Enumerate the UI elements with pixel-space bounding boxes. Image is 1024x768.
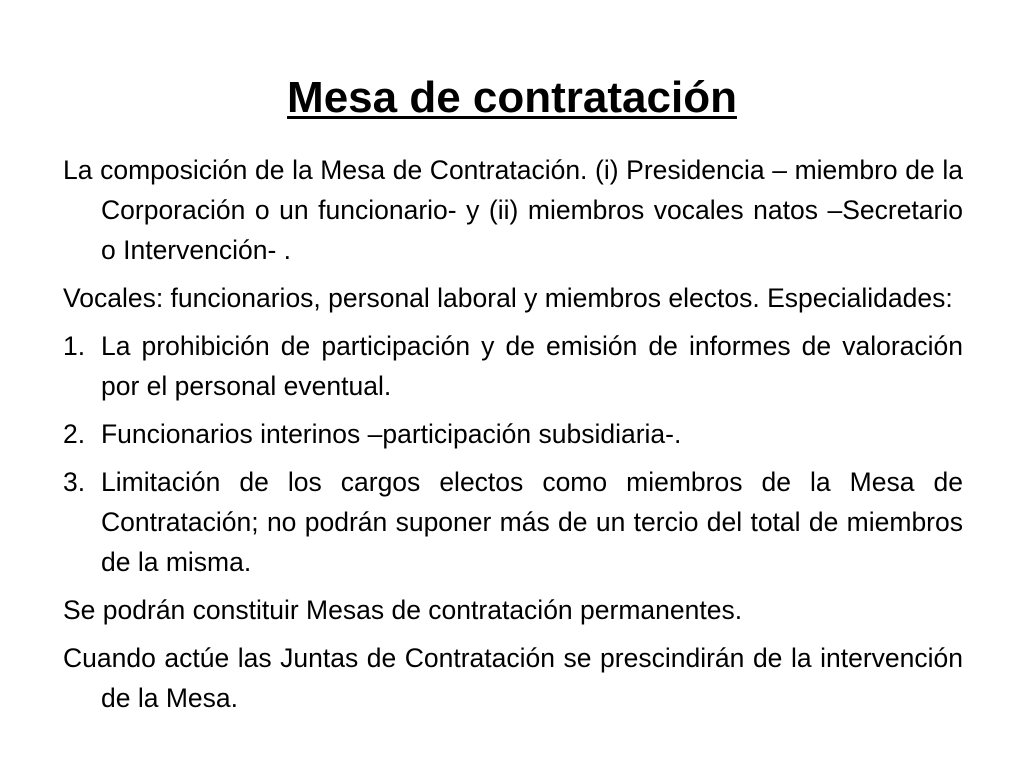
list-item-number: 1.	[63, 331, 86, 361]
list-item-text: La prohibición de participación y de emisión de informes de valoración por el personal eventual.	[101, 331, 963, 401]
list-item	[63, 326, 963, 406]
list-item-number: 2.	[63, 419, 86, 449]
slide-title-text: Mesa de contratación	[287, 73, 737, 122]
paragraph-juntas: Cuando actúe las Juntas de Contratación se prescindirán de la intervención de la Mesa.	[63, 643, 963, 713]
paragraph-composition: La composición de la Mesa de Contratación. (i) Presidencia – miembro de la Corporación o un funcionario- y (ii) miembros vocales natos –Secretario o Intervención- .	[63, 155, 963, 265]
paragraph-vocales: Vocales: funcionarios, personal laboral y miembros electos. Especialidades:	[63, 283, 953, 313]
slide-title	[0, 66, 1024, 130]
paragraph-permanentes: Se podrán constituir Mesas de contratación permanentes.	[63, 595, 743, 625]
list-item-text: Limitación de los cargos electos como miembros de la Mesa de Contratación; no podrán suponer más de un tercio del total de miembros de la misma.	[101, 467, 963, 577]
list-item	[63, 462, 963, 582]
list-item-number: 3.	[63, 467, 86, 497]
list-item	[63, 414, 963, 454]
list-item-text: Funcionarios interinos –participación subsidiaria-.	[101, 419, 682, 449]
slide-body	[63, 150, 963, 726]
